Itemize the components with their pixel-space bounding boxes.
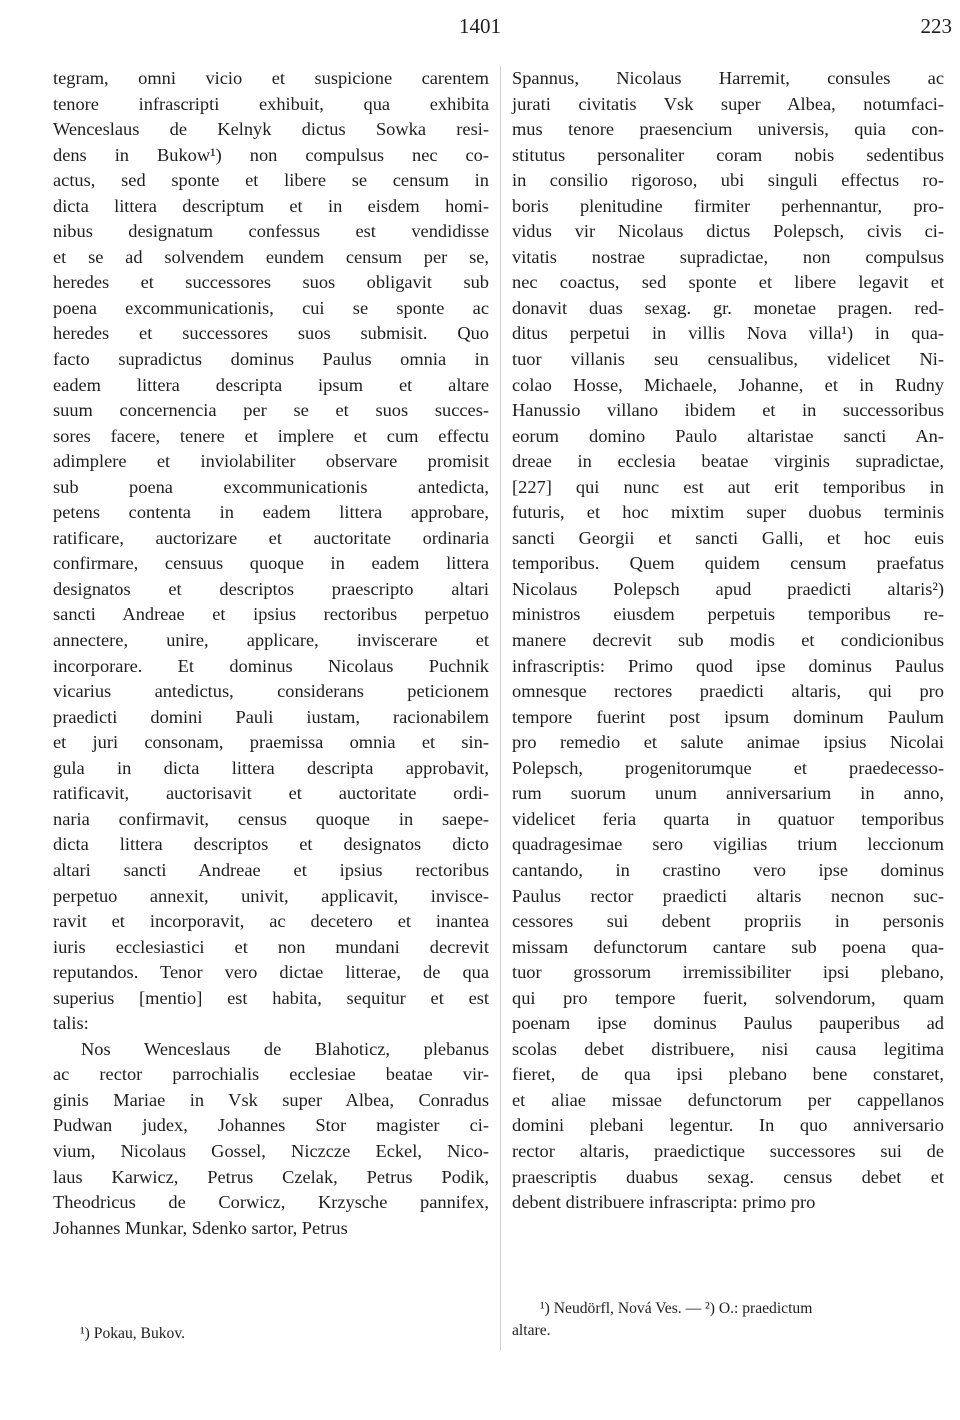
text-line: Nos Wenceslaus de Blahoticz, plebanus xyxy=(81,1038,489,1059)
page-header xyxy=(0,14,960,44)
text-line: nec coactus, sed sponte et libere legavit et xyxy=(512,272,944,293)
text-line: gula in dicta littera descripta approbavit, xyxy=(53,757,489,778)
text-line: stitutus personaliter coram nobis sedentibus xyxy=(512,144,944,165)
text-line: heredes et successores suos obligavit sub xyxy=(53,272,489,293)
text-line: infrascriptis: Primo quod ipse dominus Paulus xyxy=(512,655,944,676)
text-line: petens contenta in eadem littera approbare, xyxy=(53,502,489,523)
text-line: Paulus rector praedicti altaris necnon suc- xyxy=(512,885,944,906)
text-line: praedicti domini Pauli iustam, racionabilem xyxy=(53,706,489,727)
text-line: eadem littera descripta ipsum et altare xyxy=(53,374,489,395)
text-line: talis: xyxy=(53,1013,89,1034)
text-line: tegram, omni vicio et suspicione carentem xyxy=(53,68,489,88)
text-line: confirmare, censuus quoque in eadem littera xyxy=(53,553,489,574)
text-line: ginis Mariae in Vsk super Albea, Conradus xyxy=(53,1089,489,1110)
text-line: Johannes Munkar, Sdenko sartor, Petrus xyxy=(53,1217,348,1238)
text-line: iuris ecclesiastici et non mundani decrevit xyxy=(53,936,489,957)
text-line: Polepsch, progenitorumque et praedecesso- xyxy=(512,757,944,778)
text-line: boris plenitudine firmiter perhennantur, pro- xyxy=(512,195,944,216)
footnote-line: ¹) Pokau, Bukov. xyxy=(80,1325,186,1342)
text-line: dreae in ecclesia beatae virginis supradictae, xyxy=(512,451,944,472)
text-line: manere decrevit sub modis et condicionibus xyxy=(512,630,944,651)
column-divider xyxy=(500,66,501,1351)
right-footnotes xyxy=(512,1298,944,1342)
text-line: fieret, de qua ipsi plebano bene constaret, xyxy=(512,1064,944,1085)
text-line: perpetuo annexit, univit, applicavit, invisce- xyxy=(53,885,489,906)
text-line: ratificare, auctorizare et auctoritate ordinaria xyxy=(53,527,489,548)
text-line: rum suorum unum anniversarium in anno, xyxy=(512,783,944,804)
text-line: rector altaris, praedictique successores sui de xyxy=(512,1140,944,1161)
text-line: et aliae missae defunctorum per cappellanos xyxy=(512,1089,944,1110)
text-line: reputandos. Tenor vero dictae litterae, de qua xyxy=(53,962,489,983)
text-line: Theodricus de Corwicz, Krzysche pannifex, xyxy=(53,1192,489,1213)
text-line: scolas debet distribuere, nisi causa legitima xyxy=(512,1038,944,1059)
text-line: dicta littera descriptum et in eisdem homi- xyxy=(53,195,489,216)
text-line: vidus vir Nicolaus dictus Polepsch, civis ci- xyxy=(512,221,944,242)
text-line: facto supradictus dominus Paulus omnia in xyxy=(53,349,489,370)
text-line: jurati civitatis Vsk super Albea, notumfaci- xyxy=(512,93,944,114)
text-line: altari sancti Andreae et ipsius rectoribus xyxy=(53,859,489,880)
text-line: et juri consonam, praemissa omnia et sin- xyxy=(53,732,489,753)
page-number: 223 xyxy=(920,14,952,38)
text-line: ditus perpetui in villis Nova villa¹) in qua- xyxy=(512,323,944,344)
text-line: domini plebani legentur. In quo anniversario xyxy=(512,1115,944,1136)
text-line: Nicolaus Polepsch apud praedicti altaris²) xyxy=(512,578,944,599)
right-column xyxy=(512,66,944,1216)
text-line: vium, Nicolaus Gossel, Niczcze Eckel, Nico- xyxy=(53,1140,489,1161)
text-line: nibus designatum confessus est vendidisse xyxy=(53,221,489,242)
text-line: incorporare. Et dominus Nicolaus Puchnik xyxy=(53,655,489,676)
text-line: vitatis nostrae supradictae, non compulsus xyxy=(512,246,944,267)
text-line: laus Karwicz, Petrus Czelak, Petrus Podik, xyxy=(53,1166,489,1187)
left-footnotes xyxy=(80,1323,185,1345)
text-line: videlicet feria quarta in quatuor temporibus xyxy=(512,808,944,829)
text-line: poenam ipse dominus Paulus pauperibus ad xyxy=(512,1013,944,1034)
text-line: ravit et incorporavit, ac decetero et inantea xyxy=(53,911,489,932)
text-line: ratificavit, auctorisavit et auctoritate ordi- xyxy=(53,783,489,804)
text-line: sores facere, tenere et implere et cum effectu xyxy=(53,425,489,446)
text-line: dicta littera descriptos et designatos dicto xyxy=(53,834,489,855)
text-line: missam defunctorum cantare sub poena qua- xyxy=(512,936,944,957)
text-line: dens in Bukow¹) non compulsus nec co- xyxy=(53,144,489,165)
text-line: sancti Andreae et ipsius rectoribus perpetuo xyxy=(53,604,489,625)
text-line: colao Hosse, Michaele, Johanne, et in Rudny xyxy=(512,374,944,395)
text-line: eorum domino Paulo altaristae sancti An- xyxy=(512,425,944,446)
text-line: tenore infrascripti exhibuit, qua exhibita xyxy=(53,93,489,114)
text-line: suum concernencia per se et suos succes- xyxy=(53,400,489,421)
footnote-line: altare. xyxy=(512,1322,551,1339)
text-line: cessores sui debent propriis in personis xyxy=(512,911,944,932)
header-year: 1401 xyxy=(459,14,501,38)
text-line: ac rector parrochialis ecclesiae beatae vir- xyxy=(53,1064,489,1085)
text-line: quadragesimae sero vigilias trium leccionum xyxy=(512,834,944,855)
text-line: sub poena excommunicationis antedicta, xyxy=(53,476,489,497)
text-line: naria confirmavit, census quoque in saepe- xyxy=(53,808,489,829)
text-line: donavit duas sexag. gr. monetae pragen. red- xyxy=(512,297,944,318)
text-line: superius [mentio] est habita, sequitur et est xyxy=(53,987,489,1008)
text-line: Hanussio villano ibidem et in successoribus xyxy=(512,400,944,421)
text-line: heredes et successores suos submisit. Quo xyxy=(53,323,489,344)
text-line: [227] qui nunc est aut erit temporibus in xyxy=(512,476,944,497)
text-line: vicarius antedictus, considerans peticionem xyxy=(53,681,489,702)
text-line: futuris, et hoc mixtim super duobus terminis xyxy=(512,502,944,523)
text-line: in consilio rigoroso, ubi singuli effectus ro- xyxy=(512,170,944,191)
text-line: tempore fuerint post ipsum dominum Paulum xyxy=(512,706,944,727)
text-line: designatos et descriptos praescripto altari xyxy=(53,578,489,599)
text-line: mus tenore praesencium universis, quia con- xyxy=(512,119,944,140)
text-line: sancti Georgii et sancti Galli, et hoc euis xyxy=(512,527,944,548)
text-line: Pudwan judex, Johannes Stor magister ci- xyxy=(53,1115,489,1136)
text-line: poena excommunicationis, cui se sponte ac xyxy=(53,297,489,318)
text-line: tuor grossorum irremissibiliter ipsi plebano, xyxy=(512,962,944,983)
text-line: qui pro tempore fuerit, solvendorum, quam xyxy=(512,987,944,1008)
text-line: Spannus, Nicolaus Harremit, consules ac xyxy=(512,68,944,88)
text-line: ministros eiusdem perpetuis temporibus re- xyxy=(512,604,944,625)
text-line: actus, sed sponte et libere se censum in xyxy=(53,170,489,191)
text-line: debent distribuere infrascripta: primo pro xyxy=(512,1192,816,1213)
text-line: pro remedio et salute animae ipsius Nicolai xyxy=(512,732,944,753)
left-column xyxy=(53,66,489,1241)
text-line: annectere, unire, applicare, inviscerare et xyxy=(53,630,489,651)
text-line: et se ad solvendem eundem censum per se, xyxy=(53,246,489,267)
text-line: temporibus. Quem quidem censum praefatus xyxy=(512,553,944,574)
text-line: adimplere et inviolabiliter observare promisit xyxy=(53,451,489,472)
text-line: tuor villanis seu censualibus, videlicet Ni- xyxy=(512,349,944,370)
text-line: omnesque rectores praedicti altaris, qui pro xyxy=(512,681,944,702)
text-line: Wenceslaus de Kelnyk dictus Sowka resi- xyxy=(53,119,489,140)
footnote-line: ¹) Neudörfl, Nová Ves. — ²) O.: praedictum xyxy=(540,1300,813,1317)
text-line: cantando, in crastino vero ipse dominus xyxy=(512,859,944,880)
text-line: praescriptis duabus sexag. census debet et xyxy=(512,1166,944,1187)
